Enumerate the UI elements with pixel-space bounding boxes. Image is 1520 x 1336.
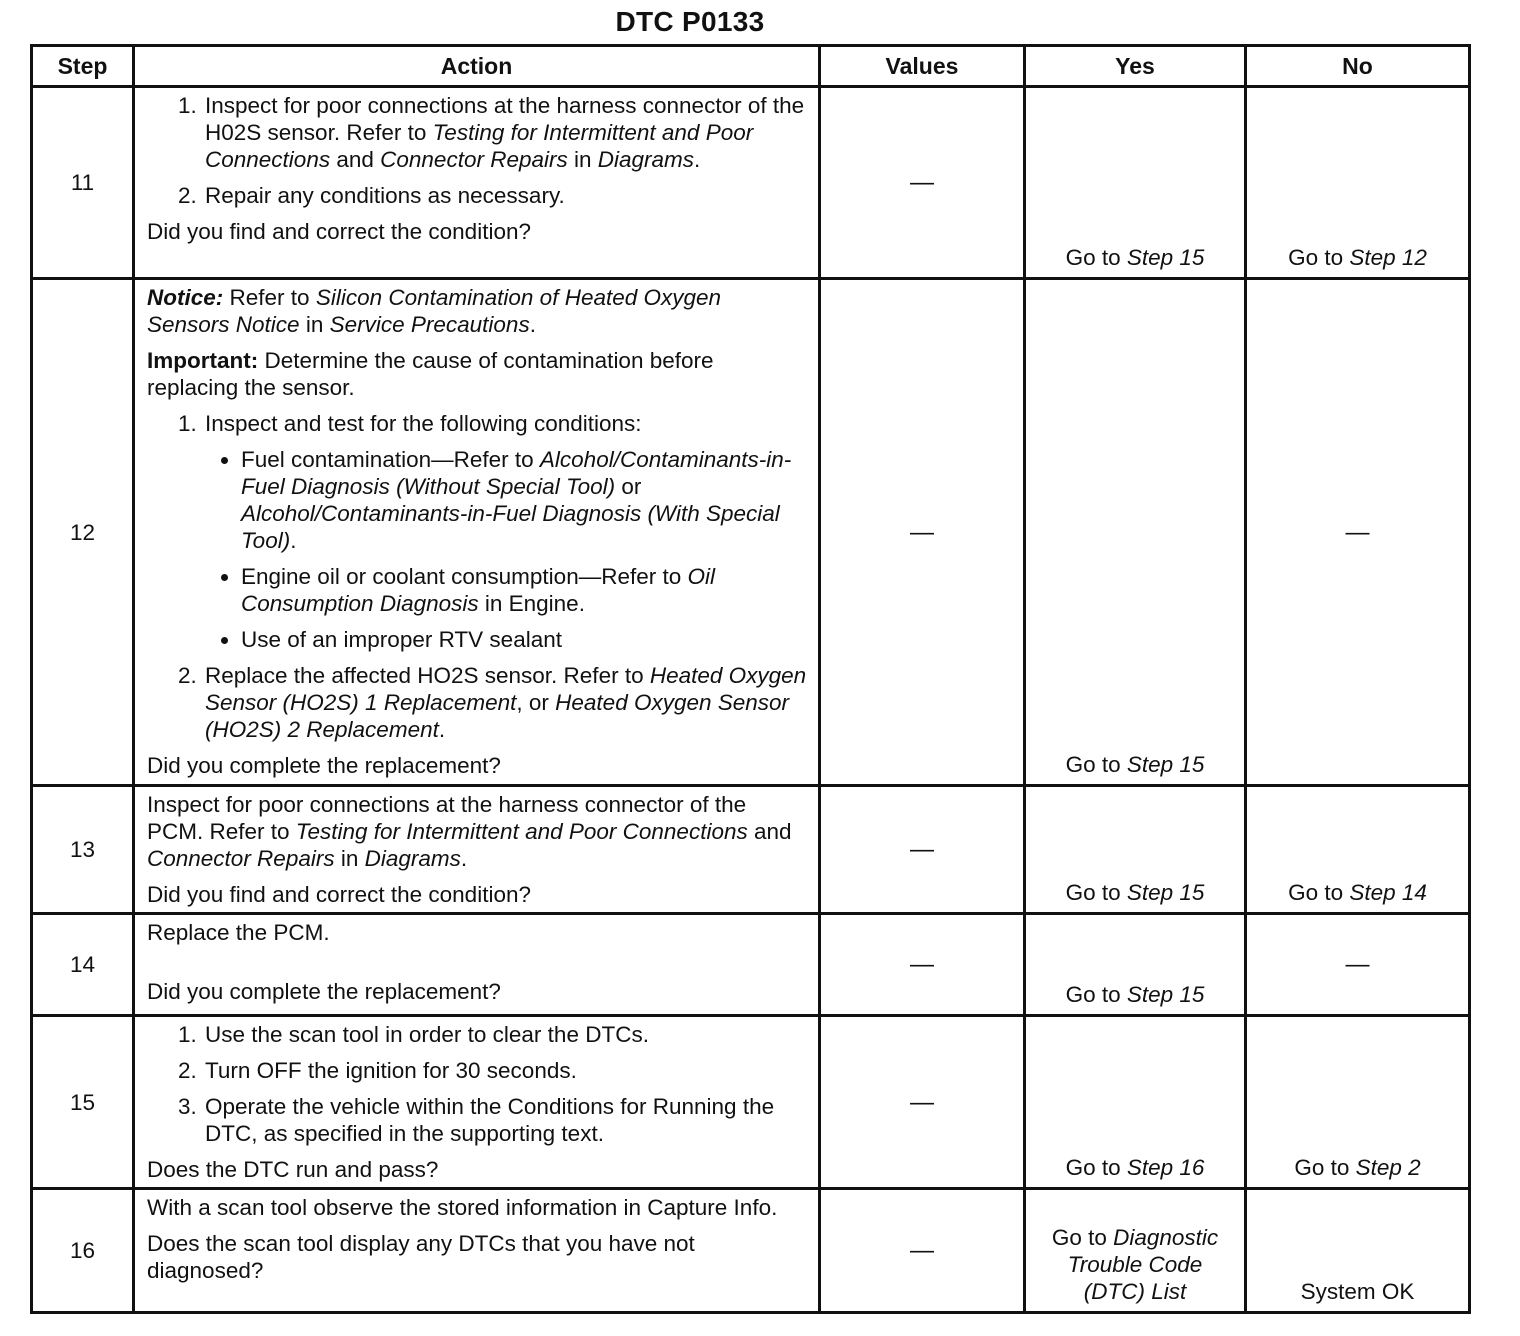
- step-number: 12: [32, 279, 134, 786]
- question: Does the DTC run and pass?: [147, 1157, 439, 1182]
- header-values: Values: [820, 46, 1025, 87]
- list-item: 3. Operate the vehicle within the Conditions for Running the DTC, as specified in the supporting text.: [203, 1093, 808, 1147]
- values-cell: —: [820, 1016, 1025, 1189]
- action-cell: [134, 914, 820, 1016]
- important-text: Important: Determine the cause of contamination before replacing the sensor.: [147, 348, 714, 400]
- yes-cell: Go to Step 16: [1025, 1016, 1246, 1189]
- no-cell: Go to Step 2: [1246, 1016, 1470, 1189]
- yes-cell: Go to Step 15: [1025, 914, 1246, 1016]
- yes-target: Diagnostic Trouble Code (DTC) List: [1067, 1225, 1219, 1304]
- no-target: Step 14: [1349, 880, 1427, 905]
- list-item: 2. Turn OFF the ignition for 30 seconds.: [203, 1057, 808, 1084]
- no-cell: —: [1246, 914, 1470, 1016]
- step-number: 16: [32, 1189, 134, 1313]
- bullet-item: • Fuel contamination—Refer to Alcohol/Contaminants-in-Fuel Diagnosis (Without Special Tool) or Alcohol/Contaminants-in-Fuel Diagnosis (With Special Tool).: [241, 446, 808, 554]
- yes-cell: Go to Step 15: [1025, 87, 1246, 279]
- list-item: 1. Use the scan tool in order to clear the DTCs.: [203, 1021, 808, 1048]
- values-cell: —: [820, 786, 1025, 914]
- yes-target: Step 16: [1126, 1155, 1205, 1180]
- action-text: Inspect for poor connections at the harness connector of the PCM. Refer to Testing for Intermittent and Poor Connections and Connector Repairs in Diagrams.: [147, 792, 792, 871]
- list-item: 2. Replace the affected HO2S sensor. Refer to Heated Oxygen Sensor (HO2S) 1 Replacement, or Heated Oxygen Sensor (HO2S) 2 Replacement.: [203, 662, 808, 743]
- yes-cell: Go to Diagnostic Trouble Code (DTC) List: [1025, 1189, 1246, 1313]
- table-row-step-15: [32, 1016, 1470, 1189]
- table-row-step-12: [32, 279, 1470, 786]
- yes-cell: Go to Step 15: [1025, 786, 1246, 914]
- values-cell: —: [820, 87, 1025, 279]
- values-cell: —: [820, 1189, 1025, 1313]
- step-number: 15: [32, 1016, 134, 1189]
- no-cell: System OK: [1246, 1189, 1470, 1313]
- header-action: Action: [134, 46, 820, 87]
- table-row-step-14: [32, 914, 1470, 1016]
- action-cell: [134, 1016, 820, 1189]
- step-number: 11: [32, 87, 134, 279]
- question: Does the scan tool display any DTCs that you have not diagnosed?: [147, 1231, 695, 1283]
- table-row-step-11: [32, 87, 1470, 279]
- table-row-step-16: [32, 1189, 1470, 1313]
- no-cell: Go to Step 12: [1246, 87, 1470, 279]
- dtc-table: [30, 44, 1471, 1314]
- header-yes: Yes: [1025, 46, 1246, 87]
- header-step: Step: [32, 46, 134, 87]
- table-row-step-13: [32, 786, 1470, 914]
- header-no: No: [1246, 46, 1470, 87]
- dtc-table-container: [30, 44, 1468, 1312]
- notice-text: Notice: Refer to Silicon Contamination of Heated Oxygen Sensors Notice in Service Precautions.: [147, 285, 722, 337]
- yes-target: Step 15: [1126, 245, 1205, 270]
- yes-target: Step 15: [1126, 880, 1205, 905]
- action-cell: [134, 786, 820, 914]
- yes-target: Step 15: [1126, 752, 1205, 777]
- action-cell: [134, 1189, 820, 1313]
- action-list: [147, 92, 808, 209]
- values-cell: —: [820, 279, 1025, 786]
- action-list: [147, 1021, 808, 1147]
- action-cell: [134, 279, 820, 786]
- yes-cell: Go to Step 15: [1025, 279, 1246, 786]
- step-number: 14: [32, 914, 134, 1016]
- no-target: Step 12: [1349, 245, 1427, 270]
- no-cell: —: [1246, 279, 1470, 786]
- values-cell: —: [820, 914, 1025, 1016]
- action-list: [147, 410, 808, 743]
- action-text: With a scan tool observe the stored information in Capture Info.: [147, 1195, 778, 1220]
- action-cell: [134, 87, 820, 279]
- question: Did you complete the replacement?: [147, 979, 501, 1004]
- no-cell: Go to Step 14: [1246, 786, 1470, 914]
- action-text: Replace the PCM.: [147, 920, 330, 945]
- bullet-item: • Engine oil or coolant consumption—Refer to Oil Consumption Diagnosis in Engine.: [241, 563, 808, 617]
- bullet-item: • Use of an improper RTV sealant: [241, 626, 808, 653]
- list-item: 1. Inspect and test for the following conditions: • Fuel contamination—Refer to Alcohol/Contaminants-in-Fuel Diagnosis (Without Special Tool) or Alcohol/Contaminants-in-Fuel Diagnosis (With Special Tool). • Engine oil or coolant consumption—Refer to Oil Consumption Diagnosis in Engine. • Use of an improper RTV sealant: [203, 410, 808, 653]
- question: Did you find and correct the condition?: [147, 219, 531, 244]
- page-title: DTC P0133: [615, 6, 765, 37]
- no-target: Step 2: [1355, 1155, 1421, 1180]
- question: Did you complete the replacement?: [147, 753, 501, 778]
- question: Did you find and correct the condition?: [147, 882, 531, 907]
- list-item: 2. Repair any conditions as necessary.: [203, 182, 808, 209]
- step-number: 13: [32, 786, 134, 914]
- bullet-list: [205, 446, 808, 653]
- list-item: 1. Inspect for poor connections at the harness connector of the H02S sensor. Refer to Testing for Intermittent and Poor Connections and Connector Repairs in Diagrams.: [203, 92, 808, 173]
- yes-target: Step 15: [1126, 982, 1205, 1007]
- header-row: [32, 46, 1470, 87]
